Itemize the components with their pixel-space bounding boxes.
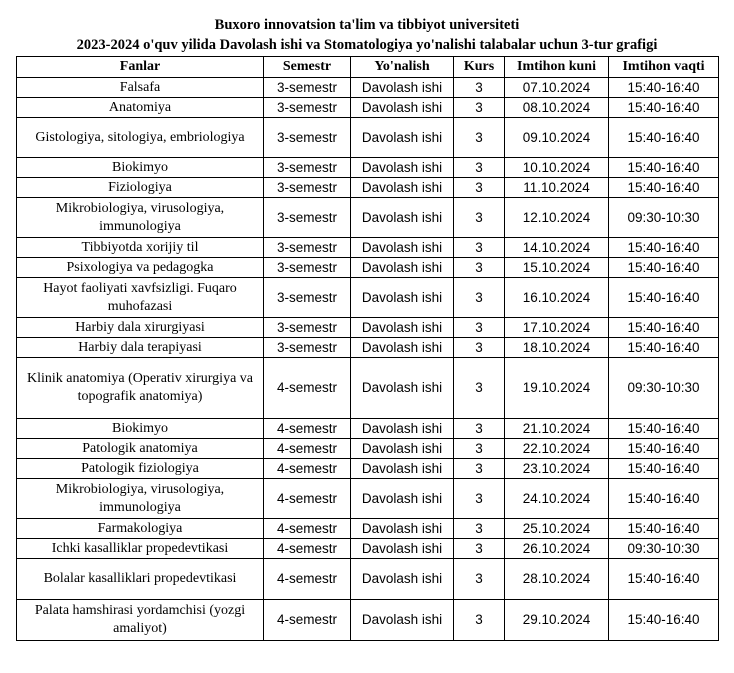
cell-imtihon-vaqti: 15:40-16:40 [609, 600, 719, 641]
cell-imtihon-vaqti: 15:40-16:40 [609, 78, 719, 98]
cell-semestr: 4-semestr [264, 419, 351, 439]
cell-imtihon-kuni: 18.10.2024 [505, 338, 609, 358]
cell-kurs: 3 [454, 358, 505, 419]
cell-semestr: 3-semestr [264, 118, 351, 158]
cell-imtihon-vaqti: 09:30-10:30 [609, 539, 719, 559]
cell-imtihon-kuni: 28.10.2024 [505, 559, 609, 600]
cell-kurs: 3 [454, 600, 505, 641]
table-row [17, 519, 719, 539]
cell-imtihon-kuni: 10.10.2024 [505, 158, 609, 178]
cell-semestr: 3-semestr [264, 338, 351, 358]
cell-imtihon-vaqti: 15:40-16:40 [609, 158, 719, 178]
cell-yonalish: Davolash ishi [351, 118, 454, 158]
cell-imtihon-kuni: 14.10.2024 [505, 238, 609, 258]
cell-fan: Mikrobiologiya, virusologiya, immunologiya [17, 198, 264, 238]
cell-yonalish: Davolash ishi [351, 258, 454, 278]
table-row [17, 600, 719, 641]
table-row [17, 358, 719, 419]
cell-fan: Gistologiya, sitologiya, embriologiya [17, 118, 264, 158]
cell-kurs: 3 [454, 539, 505, 559]
cell-kurs: 3 [454, 479, 505, 519]
header-yonalish: Yo'nalish [351, 57, 454, 78]
cell-imtihon-kuni: 15.10.2024 [505, 258, 609, 278]
cell-kurs: 3 [454, 439, 505, 459]
cell-imtihon-vaqti: 15:40-16:40 [609, 318, 719, 338]
cell-kurs: 3 [454, 158, 505, 178]
cell-yonalish: Davolash ishi [351, 238, 454, 258]
cell-yonalish: Davolash ishi [351, 519, 454, 539]
cell-semestr: 3-semestr [264, 78, 351, 98]
cell-imtihon-vaqti: 15:40-16:40 [609, 238, 719, 258]
cell-imtihon-vaqti: 15:40-16:40 [609, 258, 719, 278]
cell-imtihon-vaqti: 15:40-16:40 [609, 459, 719, 479]
exam-schedule-table [16, 56, 719, 641]
cell-fan: Farmakologiya [17, 519, 264, 539]
cell-yonalish: Davolash ishi [351, 338, 454, 358]
cell-kurs: 3 [454, 559, 505, 600]
table-row [17, 98, 719, 118]
cell-fan: Anatomiya [17, 98, 264, 118]
cell-kurs: 3 [454, 78, 505, 98]
table-row [17, 419, 719, 439]
cell-fan: Bolalar kasalliklari propedevtikasi [17, 559, 264, 600]
cell-yonalish: Davolash ishi [351, 459, 454, 479]
cell-yonalish: Davolash ishi [351, 358, 454, 419]
cell-fan: Falsafa [17, 78, 264, 98]
cell-yonalish: Davolash ishi [351, 158, 454, 178]
cell-imtihon-kuni: 23.10.2024 [505, 459, 609, 479]
table-row [17, 118, 719, 158]
cell-semestr: 3-semestr [264, 258, 351, 278]
cell-yonalish: Davolash ishi [351, 78, 454, 98]
cell-semestr: 4-semestr [264, 519, 351, 539]
cell-yonalish: Davolash ishi [351, 178, 454, 198]
cell-semestr: 4-semestr [264, 439, 351, 459]
cell-yonalish: Davolash ishi [351, 539, 454, 559]
cell-imtihon-kuni: 17.10.2024 [505, 318, 609, 338]
header-imtihon-vaqti: Imtihon vaqti [609, 57, 719, 78]
cell-kurs: 3 [454, 178, 505, 198]
cell-semestr: 4-semestr [264, 459, 351, 479]
cell-imtihon-vaqti: 15:40-16:40 [609, 479, 719, 519]
cell-imtihon-vaqti: 15:40-16:40 [609, 178, 719, 198]
cell-semestr: 4-semestr [264, 539, 351, 559]
table-row [17, 539, 719, 559]
cell-yonalish: Davolash ishi [351, 439, 454, 459]
header-imtihon-kuni: Imtihon kuni [505, 57, 609, 78]
cell-fan: Harbiy dala xirurgiyasi [17, 318, 264, 338]
cell-imtihon-vaqti: 15:40-16:40 [609, 338, 719, 358]
cell-yonalish: Davolash ishi [351, 198, 454, 238]
cell-fan: Fiziologiya [17, 178, 264, 198]
cell-imtihon-kuni: 29.10.2024 [505, 600, 609, 641]
table-row [17, 318, 719, 338]
cell-kurs: 3 [454, 519, 505, 539]
cell-kurs: 3 [454, 118, 505, 158]
cell-fan: Patologik fiziologiya [17, 459, 264, 479]
cell-imtihon-vaqti: 15:40-16:40 [609, 118, 719, 158]
table-row [17, 78, 719, 98]
table-row [17, 278, 719, 318]
cell-semestr: 3-semestr [264, 98, 351, 118]
cell-imtihon-kuni: 26.10.2024 [505, 539, 609, 559]
cell-imtihon-kuni: 11.10.2024 [505, 178, 609, 198]
cell-fan: Patologik anatomiya [17, 439, 264, 459]
cell-fan: Ichki kasalliklar propedevtikasi [17, 539, 264, 559]
cell-fan: Tibbiyotda xorijiy til [17, 238, 264, 258]
cell-imtihon-kuni: 19.10.2024 [505, 358, 609, 419]
table-row [17, 479, 719, 519]
cell-imtihon-kuni: 09.10.2024 [505, 118, 609, 158]
cell-imtihon-kuni: 25.10.2024 [505, 519, 609, 539]
cell-yonalish: Davolash ishi [351, 559, 454, 600]
cell-kurs: 3 [454, 98, 505, 118]
cell-kurs: 3 [454, 318, 505, 338]
cell-imtihon-vaqti: 15:40-16:40 [609, 419, 719, 439]
cell-yonalish: Davolash ishi [351, 419, 454, 439]
cell-yonalish: Davolash ishi [351, 600, 454, 641]
cell-imtihon-vaqti: 15:40-16:40 [609, 559, 719, 600]
cell-imtihon-vaqti: 15:40-16:40 [609, 519, 719, 539]
cell-imtihon-kuni: 12.10.2024 [505, 198, 609, 238]
cell-semestr: 3-semestr [264, 198, 351, 238]
document-subtitle: 2023-2024 o'quv yilida Davolash ishi va Stomatologiya yo'nalishi talabalar uchun 3-tur grafigi [76, 37, 658, 53]
table-row [17, 459, 719, 479]
cell-fan: Psixologiya va pedagogka [17, 258, 264, 278]
cell-yonalish: Davolash ishi [351, 479, 454, 519]
cell-imtihon-kuni: 22.10.2024 [505, 439, 609, 459]
cell-kurs: 3 [454, 459, 505, 479]
cell-imtihon-kuni: 24.10.2024 [505, 479, 609, 519]
cell-imtihon-kuni: 16.10.2024 [505, 278, 609, 318]
header-fanlar: Fanlar [17, 57, 264, 78]
table-header-row [17, 57, 719, 78]
cell-semestr: 4-semestr [264, 600, 351, 641]
table-row [17, 258, 719, 278]
cell-yonalish: Davolash ishi [351, 318, 454, 338]
cell-imtihon-vaqti: 15:40-16:40 [609, 439, 719, 459]
cell-kurs: 3 [454, 198, 505, 238]
cell-imtihon-vaqti: 09:30-10:30 [609, 198, 719, 238]
cell-fan: Harbiy dala terapiyasi [17, 338, 264, 358]
cell-semestr: 3-semestr [264, 158, 351, 178]
cell-kurs: 3 [454, 338, 505, 358]
cell-fan: Klinik anatomiya (Operativ xirurgiya va topografik anatomiya) [17, 358, 264, 419]
document-title: Buxoro innovatsion ta'lim va tibbiyot universiteti [214, 17, 520, 33]
cell-fan: Biokimyo [17, 419, 264, 439]
table-row [17, 439, 719, 459]
table-row [17, 158, 719, 178]
cell-semestr: 3-semestr [264, 318, 351, 338]
cell-fan: Mikrobiologiya, virusologiya, immunologiya [17, 479, 264, 519]
cell-fan: Hayot faoliyati xavfsizligi. Fuqaro muhofazasi [17, 278, 264, 318]
cell-kurs: 3 [454, 419, 505, 439]
cell-yonalish: Davolash ishi [351, 278, 454, 318]
cell-imtihon-kuni: 07.10.2024 [505, 78, 609, 98]
cell-fan: Palata hamshirasi yordamchisi (yozgi amaliyot) [17, 600, 264, 641]
cell-semestr: 4-semestr [264, 559, 351, 600]
cell-fan: Biokimyo [17, 158, 264, 178]
table-row [17, 338, 719, 358]
cell-imtihon-vaqti: 15:40-16:40 [609, 98, 719, 118]
cell-semestr: 3-semestr [264, 278, 351, 318]
cell-imtihon-kuni: 21.10.2024 [505, 419, 609, 439]
cell-semestr: 3-semestr [264, 178, 351, 198]
cell-imtihon-kuni: 08.10.2024 [505, 98, 609, 118]
cell-yonalish: Davolash ishi [351, 98, 454, 118]
table-row [17, 178, 719, 198]
cell-kurs: 3 [454, 238, 505, 258]
cell-semestr: 3-semestr [264, 238, 351, 258]
cell-kurs: 3 [454, 258, 505, 278]
cell-kurs: 3 [454, 278, 505, 318]
table-row [17, 559, 719, 600]
cell-semestr: 4-semestr [264, 479, 351, 519]
cell-imtihon-vaqti: 09:30-10:30 [609, 358, 719, 419]
cell-semestr: 4-semestr [264, 358, 351, 419]
cell-imtihon-vaqti: 15:40-16:40 [609, 278, 719, 318]
header-kurs: Kurs [454, 57, 505, 78]
table-row [17, 238, 719, 258]
table-row [17, 198, 719, 238]
header-semestr: Semestr [264, 57, 351, 78]
